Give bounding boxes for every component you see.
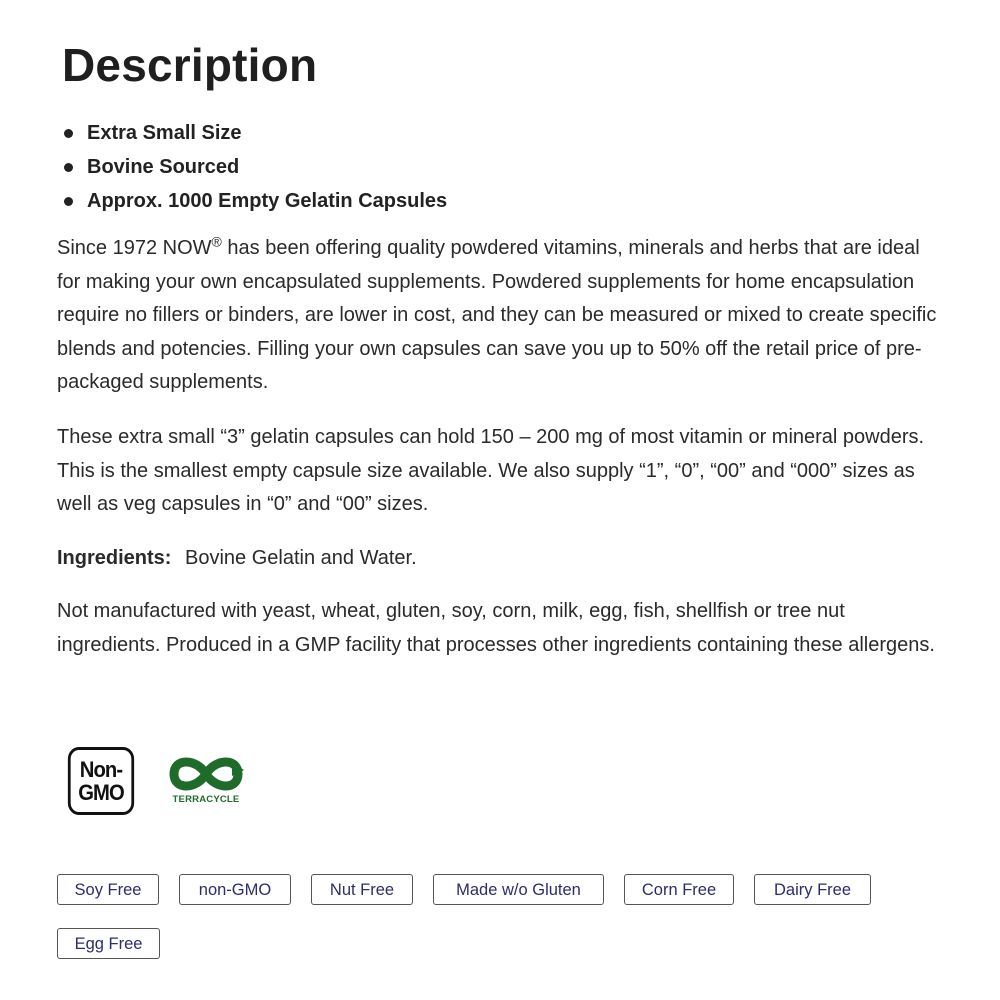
feature-item (60, 116, 447, 150)
registered-mark: ® (211, 233, 222, 250)
ingredients-line (57, 542, 947, 576)
feature-item (60, 150, 447, 184)
tag-nut-free[interactable]: Nut Free (311, 874, 413, 905)
non-gmo-badge-icon (68, 747, 134, 815)
tag-egg-free[interactable]: Egg Free (57, 928, 160, 959)
feature-list (60, 116, 447, 218)
tag-soy-free[interactable]: Soy Free (57, 874, 159, 905)
tag-non-gmo[interactable]: non-GMO (179, 874, 291, 905)
tag-corn-free[interactable]: Corn Free (624, 874, 734, 905)
allergen-paragraph: Not manufactured with yeast, wheat, gluten, soy, corn, milk, egg, fish, shellfish or tree nut ingredients. Produced in a GMP facility that processes other ingredients containing these allergens. (57, 600, 935, 656)
feature-text: Approx. 1000 Empty Gelatin Capsules (87, 190, 448, 212)
tag-made-without-gluten[interactable]: Made w/o Gluten (433, 874, 604, 905)
non-gmo-badge-line1: Non- (79, 757, 123, 782)
non-gmo-badge-line2: GMO (78, 780, 124, 805)
intro-paragraph (57, 232, 947, 400)
tag-dairy-free[interactable]: Dairy Free (754, 874, 871, 905)
page-title: Description (62, 39, 318, 91)
bullet-icon (64, 197, 73, 206)
capsule-size-paragraph: These extra small “3” gelatin capsules can hold 150 – 200 mg of most vitamin or mineral powders. This is the smallest empty capsule size available. We also supply “1”, “0”, “00” and “000” sizes as well as veg capsules in “0” and “00” sizes. (57, 426, 925, 515)
terracycle-label: TERRACYCLE (172, 794, 240, 805)
ingredients-label: Ingredients: (57, 547, 172, 569)
ingredients-value: Bovine Gelatin and Water. (185, 547, 417, 569)
feature-text: Bovine Sourced (87, 156, 240, 178)
bullet-icon (64, 163, 73, 172)
terracycle-loop-icon (166, 752, 246, 796)
feature-text: Extra Small Size (87, 122, 242, 144)
intro-text-rest: has been offering quality powdered vitamins, minerals and herbs that are ideal for making your own encapsulated supplements. Powdered supplements for home encapsulation require no fillers or binders, are lower in cost, and they can be measured or mixed to create specific blends and potencies. Filling your own capsules can save you up to 50% off the retail price of pre-packaged supplements. (57, 237, 937, 393)
terracycle-logo (166, 752, 246, 812)
bullet-icon (64, 129, 73, 138)
intro-text-start: Since 1972 NOW (57, 237, 212, 259)
feature-item (60, 184, 447, 218)
